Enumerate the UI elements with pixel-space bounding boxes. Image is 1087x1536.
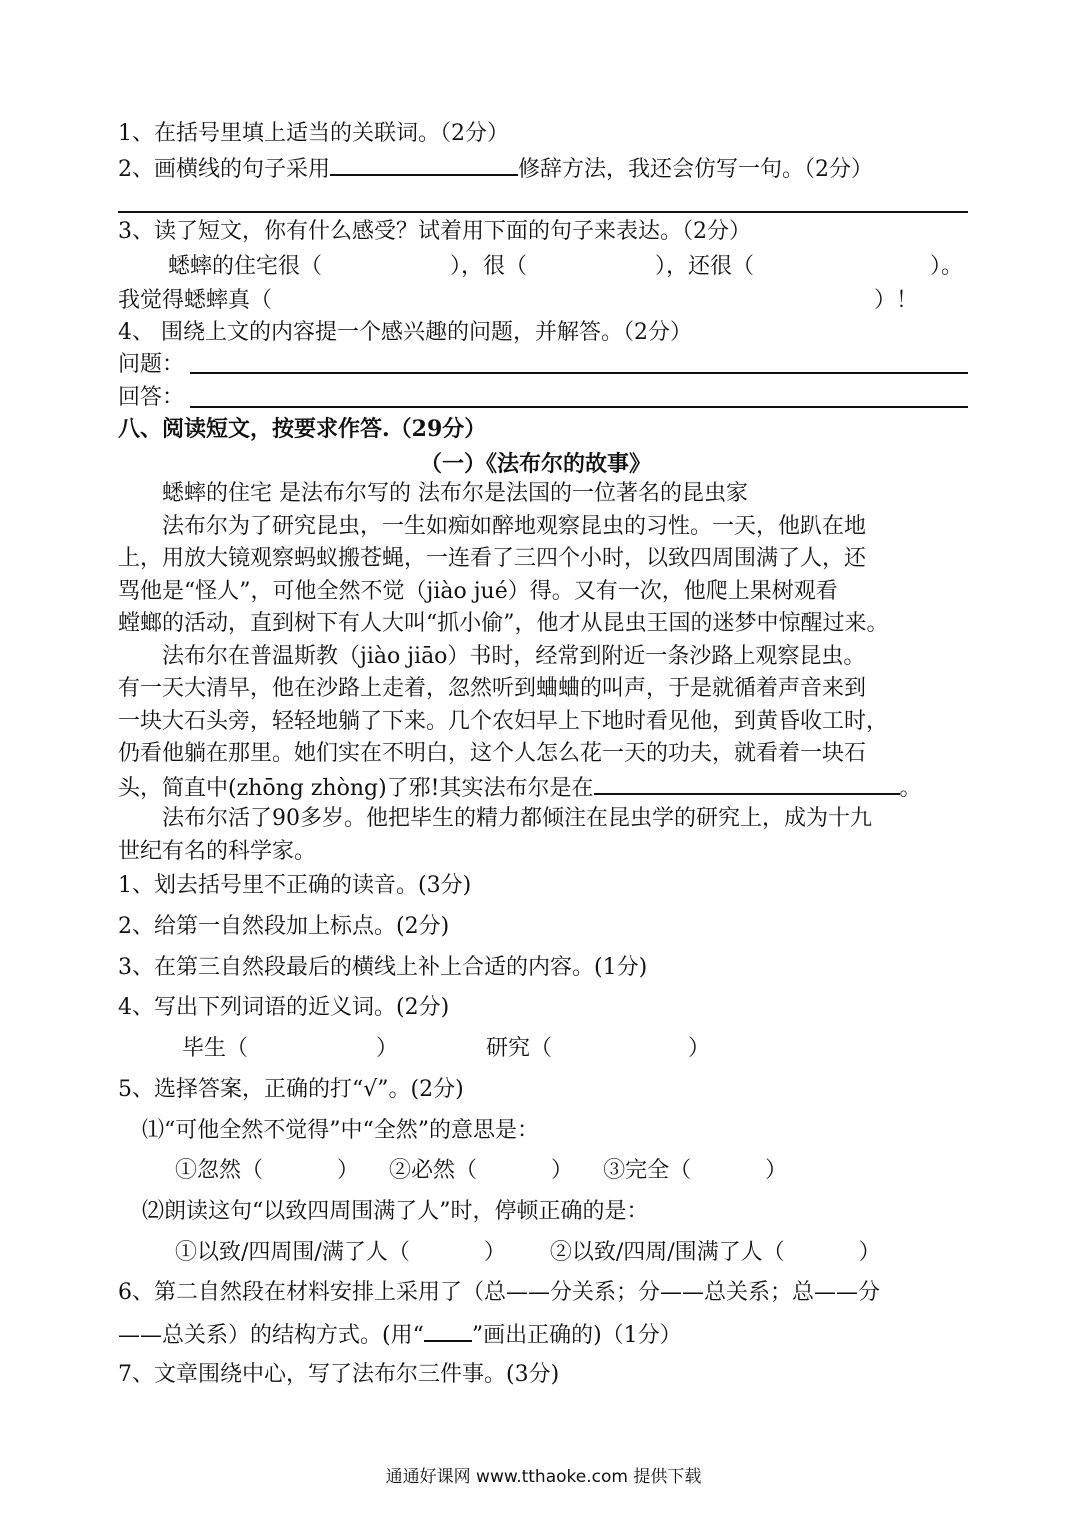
q8-6-l2-text-b: ”画出正确的)（1分） xyxy=(471,1323,682,1348)
q7-2 xyxy=(118,152,873,186)
option-necessarily-close: ） xyxy=(551,1158,574,1183)
q8-4-words xyxy=(182,1033,710,1065)
passage-p2-l1: 法布尔为了研究昆虫，一生如痴如醉地观察昆虫的习性。一天，他趴在地 xyxy=(162,514,867,539)
rhetoric-blank[interactable] xyxy=(330,152,518,176)
q8-3: 3、在第三自然段最后的横线上补上合适的内容。(1分) xyxy=(118,955,648,980)
q8-6-l1: 6、第二自然段在材料安排上采用了（总——分关系；分——总关系；总——分 xyxy=(118,1280,880,1305)
passage-p3-l5 xyxy=(118,771,922,805)
q7-3-s6: ）！ xyxy=(874,288,919,313)
q8-5-2: ⑵朗读这句“以致四周围满了人”时，停顿正确的是： xyxy=(142,1199,649,1224)
answer-label: 回答： xyxy=(118,385,185,410)
passage-p3-l5-text: 头，简直中(zhōng zhòng)了邪!其实法布尔是在 xyxy=(118,776,594,801)
passage-p3-l1: 法布尔在普温斯教（jiào jiāo）书时，经常到附近一条沙路上观察昆虫。 xyxy=(162,644,866,669)
q8-4-w2-close: ） xyxy=(688,1036,711,1061)
q8-6-l2-text-a: ——总关系）的结构方式。(用“ xyxy=(118,1323,424,1348)
q8-4: 4、写出下列词语的近义词。(2分) xyxy=(118,995,450,1020)
q7-1: 1、在括号里填上适当的关联词。（2分） xyxy=(118,121,509,146)
passage-p3-l4: 仍看他躺在那里。她们实在不明白，这个人怎么花一天的功夫，就看着一块石 xyxy=(118,741,867,766)
option-completely-close: ） xyxy=(765,1158,788,1183)
answer-line[interactable] xyxy=(190,406,968,408)
passage-p3-l2: 有一天大清早，他在沙路上走着，忽然听到蛐蛐的叫声，于是就循着声音来到 xyxy=(118,676,867,701)
passage-p3-l3: 一块大石头旁，轻轻地躺了下来。几个农妇早上下地时看见他，到黄昏收工时， xyxy=(118,709,889,734)
section-heading: 八、阅读短文，按要求作答.（29分） xyxy=(118,416,487,442)
q8-4-w2: 研究（ xyxy=(486,1036,553,1061)
passage-p4-l2: 世纪有名的科学家。 xyxy=(118,839,317,864)
passage-p1: 蟋蟀的住宅 是法布尔写的 法布尔是法国的一位著名的昆虫家 xyxy=(162,481,748,506)
pause-option-1: ①以致/四周围/满了人（ xyxy=(175,1240,410,1265)
q8-4-w1: 毕生（ xyxy=(182,1036,249,1061)
q7-3-s2: ），很（ xyxy=(450,254,528,279)
q7-4: 4、 围绕上文的内容提一个感兴趣的问题，并解答。（2分） xyxy=(118,320,692,345)
q8-5-2-options xyxy=(175,1237,881,1269)
q8-7: 7、文章围绕中心，写了法布尔三件事。(3分) xyxy=(118,1362,560,1387)
question-label: 问题： xyxy=(118,352,185,377)
pause-option-2: ②以致/四周/围满了人（ xyxy=(549,1240,785,1265)
passage-p2-l3: 骂他是“怪人”，可他全然不觉（jiào jué）得。又有一次，他爬上果树观看 xyxy=(118,579,838,604)
q7-3: 3、读了短文，你有什么感受？试着用下面的句子来表达。（2分） xyxy=(118,219,751,244)
q7-3-sentence xyxy=(168,251,963,283)
q8-2: 2、给第一自然段加上标点。(2分) xyxy=(118,914,450,939)
fill-blank-p3[interactable] xyxy=(594,771,900,795)
q7-3-s5: 我觉得蟋蟀真（ xyxy=(118,288,273,313)
option-necessarily: ②必然（ xyxy=(389,1158,478,1183)
q7-3-s4: ）。 xyxy=(930,254,964,279)
option-suddenly: ①忽然（ xyxy=(175,1158,264,1183)
q7-2-text-b: 修辞方法，我还会仿写一句。（2分） xyxy=(518,157,873,182)
option-completely: ③完全（ xyxy=(603,1158,692,1183)
question-answer-line[interactable] xyxy=(190,372,968,374)
passage-p2-l4: 螳螂的活动，直到树下有人大叫“抓小偷”，他才从昆虫王国的迷梦中惊醒过来。 xyxy=(118,611,889,636)
passage-p3-l5-end: 。 xyxy=(899,776,922,801)
passage-title: （一）《法布尔的故事》 xyxy=(420,451,652,477)
pause-option-1-close: ） xyxy=(483,1240,506,1265)
footer-source: 通通好课网 www.tthaoke.com 提供下载 xyxy=(385,1467,702,1487)
q8-5-1: ⑴“可他全然不觉得”中“全然”的意思是： xyxy=(142,1118,539,1143)
q8-5: 5、选择答案，正确的打“√”。(2分) xyxy=(118,1077,464,1102)
q8-4-w1-close: ） xyxy=(376,1036,399,1061)
q7-2-text-a: 2、画横线的句子采用 xyxy=(118,157,330,182)
option-suddenly-close: ） xyxy=(337,1158,360,1183)
q7-3-s1: 蟋蟀的住宅很（ xyxy=(168,254,323,279)
underline-mark-sample xyxy=(424,1318,472,1342)
imitation-answer-line[interactable] xyxy=(118,211,968,213)
passage-p4-l1: 法布尔活了90多岁。他把毕生的精力都倾注在昆虫学的研究上，成为十九 xyxy=(162,806,872,831)
q7-3-feeling xyxy=(118,285,918,317)
q8-5-1-options xyxy=(175,1155,787,1187)
q8-6-l2 xyxy=(118,1318,682,1352)
pause-option-2-close: ） xyxy=(858,1240,881,1265)
q8-1: 1、划去括号里不正确的读音。(3分) xyxy=(118,873,472,898)
passage-p2-l2: 上，用放大镜观察蚂蚁搬苍蝇，一连看了三四个小时，以致四周围满了人，还 xyxy=(118,546,867,571)
q7-3-s3: ），还很（ xyxy=(655,254,755,279)
